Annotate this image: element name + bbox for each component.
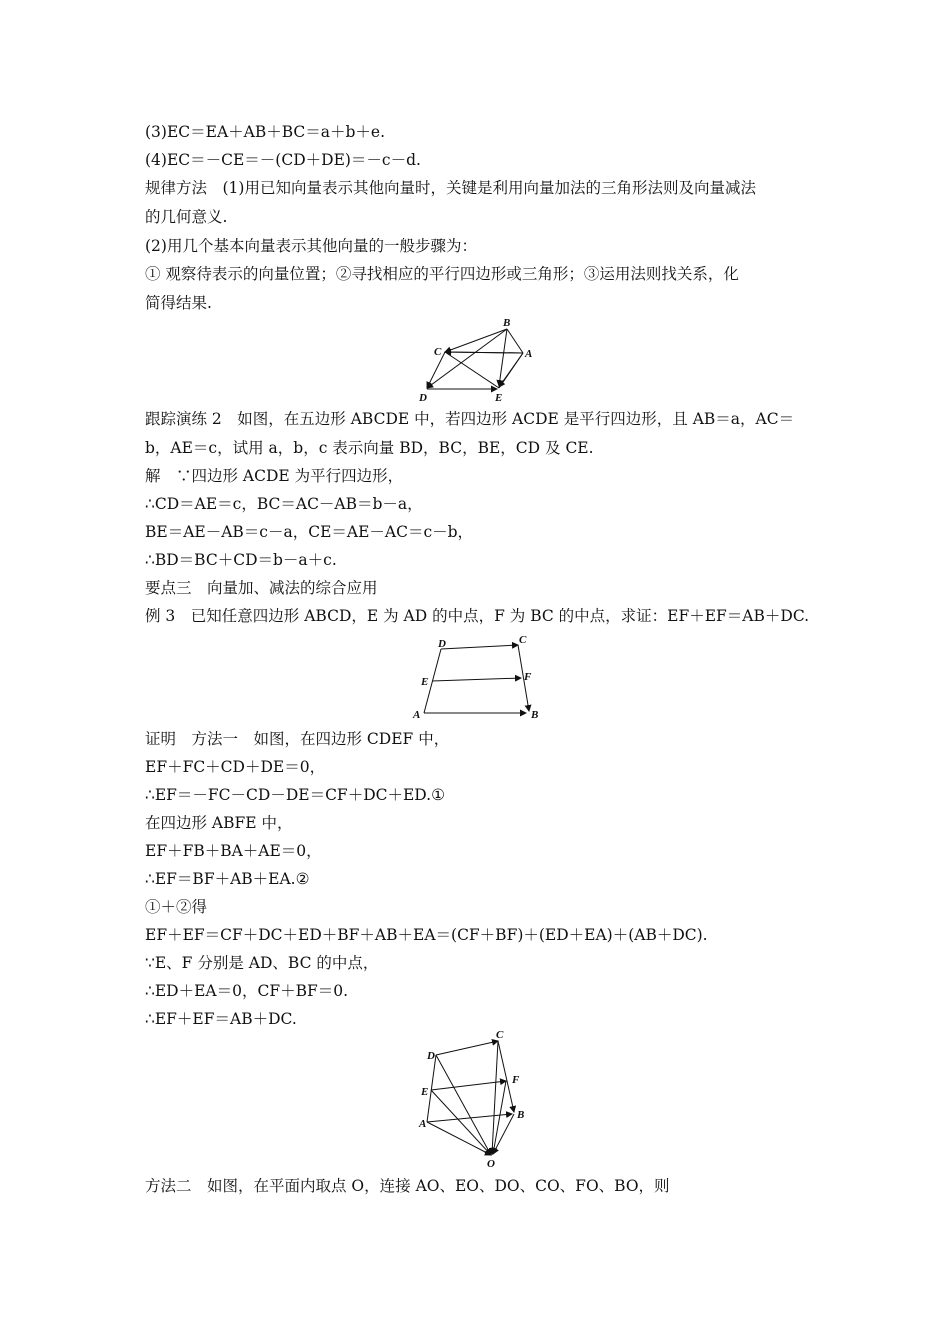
text-line-7: 简得结果. — [145, 294, 212, 312]
text-line-5: (2)用几个基本向量表示其他向量的一般步骤为： — [145, 237, 477, 255]
pentagon-figure — [415, 315, 540, 405]
text-line-24: ∵E、F 分别是 AD、BC 的中点， — [145, 954, 379, 972]
text-line-17: EF＋FC＋CD＋DE＝0， — [145, 758, 326, 776]
fig3-label-d: D — [427, 1050, 435, 1062]
text-line-18: ∴EF＝－FC－CD－DE＝CF＋DC＋ED.① — [145, 786, 445, 804]
text-line-11: ∴CD＝AE＝c，BC＝AC－AB＝b－a， — [145, 495, 423, 513]
text-line-12: BE＝AE－AB＝c－a，CE＝AE－AC＝c－b， — [145, 523, 474, 541]
text-line-23: EF＋EF＝CF＋DC＋ED＋BF＋AB＋EA＝(CF＋BF)＋(ED＋EA)＋(AB＋DC). — [145, 926, 708, 944]
text-line-25: ∴ED＋EA＝0，CF＋BF＝0. — [145, 982, 349, 1000]
text-line-27: 方法二 如图，在平面内取点 O，连接 AO、EO、DO、CO、FO、BO，则 — [145, 1177, 670, 1195]
text-line-13: ∴BD＝BC＋CD＝b－a＋c. — [145, 551, 337, 569]
text-line-22: ①＋②得 — [145, 898, 208, 916]
text-line-4: 的几何意义. — [145, 208, 228, 226]
text-line-10: 解 ∵四边形 ACDE 为平行四边形， — [145, 467, 404, 485]
text-line-21: ∴EF＝BF＋AB＋EA.② — [145, 870, 310, 888]
fig1-label-d: D — [419, 392, 427, 404]
fig3-label-o: O — [487, 1158, 495, 1170]
text-line-26: ∴EF＋EF＝AB＋DC. — [145, 1010, 297, 1028]
fig3-label-e: E — [421, 1086, 429, 1098]
fig2-label-e: E — [421, 676, 429, 688]
text-line-16: 证明 方法一 如图，在四边形 CDEF 中， — [145, 730, 450, 748]
fig2-label-c: C — [519, 634, 527, 646]
text-line-19: 在四边形 ABFE 中， — [145, 814, 293, 832]
text-line-6: ① 观察待表示的向量位置；②寻找相应的平行四边形或三角形；③运用法则找关系，化 — [145, 265, 739, 283]
fig3-label-b: B — [517, 1109, 525, 1121]
fig3-label-a: A — [419, 1118, 427, 1130]
text-line-15: 例 3 已知任意四边形 ABCD，E 为 AD 的中点，F 为 BC 的中点，求证：EF＋EF＝AB＋DC. — [145, 607, 810, 625]
fig3-label-f: F — [512, 1074, 520, 1086]
text-line-2: (4)EC＝－CE＝－(CD＋DE)＝－c－d. — [145, 151, 421, 169]
quadrilateral-figure — [405, 632, 550, 724]
text-line-8: 跟踪演练 2 如图，在五边形 ABCDE 中，若四边形 ACDE 是平行四边形，且 AB＝a，AC＝ — [145, 410, 795, 428]
fig3-label-c: C — [496, 1029, 504, 1041]
fig1-label-e: E — [495, 392, 503, 404]
fig1-label-c: C — [434, 346, 442, 358]
fig2-label-f: F — [524, 671, 532, 683]
text-line-20: EF＋FB＋BA＋AE＝0， — [145, 842, 322, 860]
fig2-label-d: D — [438, 638, 446, 650]
text-line-9: b，AE＝c，试用 a，b，c 表示向量 BD，BC，BE，CD 及 CE. — [145, 439, 594, 457]
text-line-3: 规律方法 (1)用已知向量表示其他向量时，关键是利用向量加法的三角形法则及向量减法 — [145, 179, 756, 197]
text-line-14: 要点三 向量加、减法的综合应用 — [145, 579, 378, 597]
fig2-label-a: A — [413, 709, 421, 721]
text-line-1: (3)EC＝EA＋AB＋BC＝a＋b＋e. — [145, 123, 386, 141]
point-o-figure — [415, 1028, 540, 1173]
fig2-label-b: B — [531, 709, 539, 721]
fig1-label-a: A — [525, 348, 533, 360]
fig1-label-b: B — [503, 317, 511, 329]
